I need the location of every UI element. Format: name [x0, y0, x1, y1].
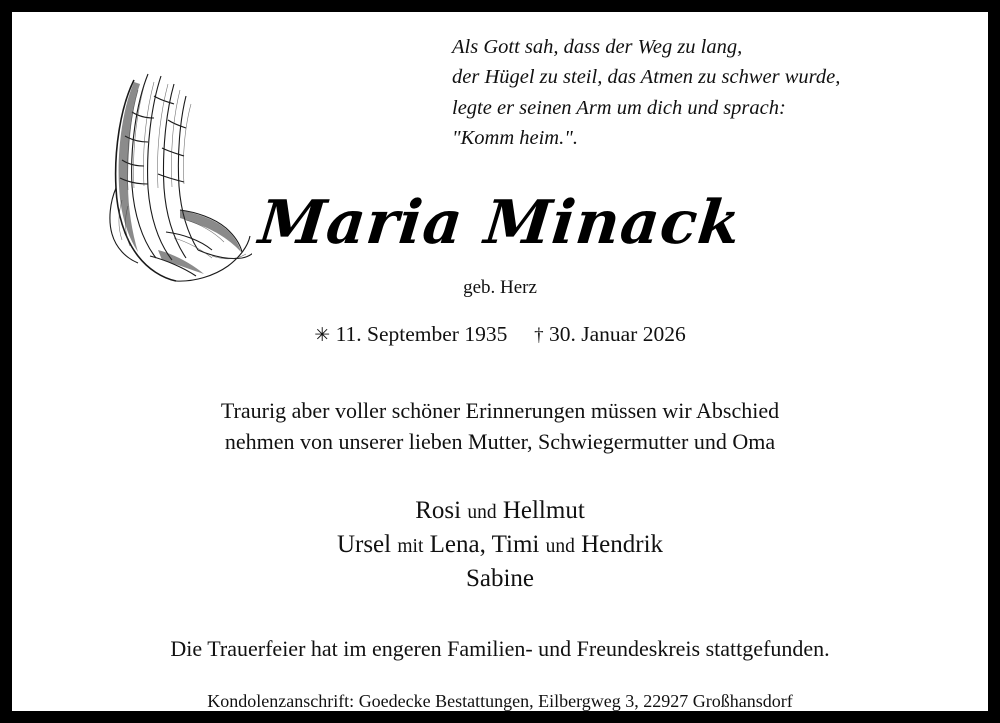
family-line — [12, 562, 988, 596]
deceased-name: Maria Minack — [255, 188, 745, 258]
family-name: Ursel — [336, 531, 392, 558]
poem-block — [452, 32, 972, 153]
poem-line: Als Gott sah, dass der Weg zu lang, — [452, 36, 743, 58]
memorial-message — [12, 395, 988, 457]
family-name: Rosi — [415, 497, 462, 524]
message-line: Traurig aber voller schöner Erinnerungen müssen wir Abschied — [220, 398, 780, 423]
family-conjunction: und — [467, 502, 497, 523]
family-conjunction: mit — [397, 536, 424, 557]
maiden-name: geb. Herz — [463, 277, 537, 298]
poem-line: legte er seinen Arm um dich und sprach: — [452, 96, 786, 119]
condolence-address: Kondolenzanschrift: Goedecke Bestattungen, Eilbergweg 3, 22927 Großhansdorf — [207, 691, 793, 711]
ceremony-note: Die Trauerfeier hat im engeren Familien- und Freundeskreis stattgefunden. — [170, 636, 830, 661]
birth-star-icon: ✳ — [314, 325, 331, 346]
family-list — [12, 494, 988, 596]
family-name: Hendrik — [581, 531, 664, 558]
poem-line: "Komm heim.". — [452, 126, 578, 149]
family-conjunction: und — [545, 536, 575, 557]
poem-line: der Hügel zu steil, das Atmen zu schwer wurde, — [452, 66, 841, 89]
birth-date: 11. September 1935 — [335, 322, 508, 346]
family-name: Lena, Timi — [429, 531, 540, 558]
death-cross-icon: † — [534, 325, 544, 346]
obituary-card — [12, 12, 988, 711]
life-dates — [12, 322, 988, 347]
family-name: Sabine — [465, 565, 535, 592]
message-line: nehmen von unserer lieben Mutter, Schwiegermutter und Oma — [224, 429, 776, 455]
death-date: 30. Januar 2026 — [548, 322, 686, 346]
family-line — [12, 528, 988, 562]
family-name: Hellmut — [502, 497, 585, 524]
family-line — [12, 494, 988, 528]
